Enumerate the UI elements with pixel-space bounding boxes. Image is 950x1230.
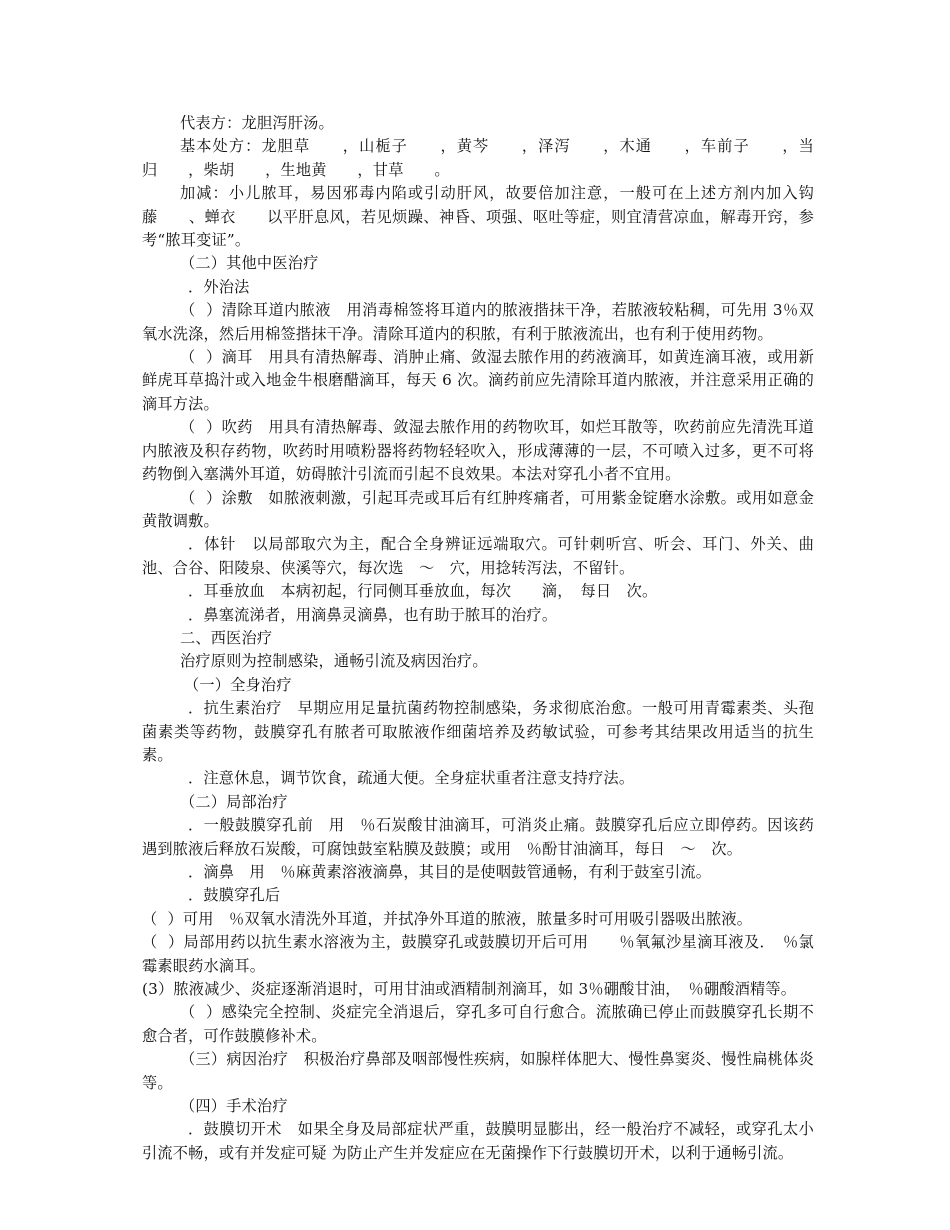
paragraph-ear-drops: （ ）滴耳 用具有清热解毒、消肿止痛、敛湿去脓作用的药液滴耳，如黄连滴耳液，或用新鲜虎耳草捣汁或入地金牛根磨醋滴耳，每天 6 次。滴药前应先清除耳道内脓液，并注意采用正确的滴耳方法。 — [142, 348, 814, 413]
paragraph-nasal-drops: ．鼻塞流涕者，用滴鼻灵滴鼻，也有助于脓耳的治疗。 — [188, 605, 558, 624]
paragraph-myringotomy: ．鼓膜切开术 如果全身及局部症状严重，鼓膜明显膨出，经一般治疗不减轻，或穿孔太小 引流不畅，或有并发症可疑 为防止产生并发症应在无菌操作下行鼓膜切开术，以利于通畅引流。 — [142, 1120, 820, 1162]
basic-prescription: 基本处方：龙胆草 ，山栀子 ，黄芩 ，泽泻 ，木通 ，车前子 ，当归 ，柴胡 ，生地黄 ，甘草 。 — [142, 137, 814, 179]
subsection-external-treatment: ．外治法 — [188, 277, 250, 296]
paragraph-clear-pus: （ ）清除耳道内脓液 用消毒棉签将耳道内的脓液揩抹干净，若脓液较粘稠，可先用 3％双氧水洗涤，然后用棉签揩抹干净。清除耳道内的积脓，有利于脓液流出，也有利于使用药物。 — [142, 301, 814, 343]
document-body — [142, 112, 820, 1165]
paragraph-etiologic-treatment: （三）病因治疗 积极治疗鼻部及咽部慢性疾病，如腺样体肥大、慢性鼻窦炎、慢性扁桃体炎等。 — [142, 1050, 814, 1092]
paragraph-local-antibiotics: （ ）局部用药以抗生素水溶液为主，鼓膜穿孔或鼓膜切开后可用 ％氧氟沙星滴耳液及． ％氯霉素眼药水滴耳。 — [142, 933, 814, 975]
representative-formula: 代表方：龙胆泻肝汤。 — [180, 114, 334, 132]
paragraph-peroxide-cleaning: （ ）可用 ％双氧水清洗外耳道，并拭净外耳道的脓液，脓量多时可用吸引器吸出脓液。 — [142, 909, 753, 928]
paragraph-tympanoplasty: （ ）感染完全控制、炎症完全消退后，穿孔多可自行愈合。流脓确已停止而鼓膜穿孔长期不愈合者，可作鼓膜修补术。 — [142, 1003, 814, 1045]
paragraph-topical-application: （ ）涂敷 如脓液刺激，引起耳壳或耳后有红肿疼痛者，可用紫金锭磨水涂敷。或用如意金黄散调敷。 — [142, 488, 814, 530]
section-heading-other-tcm: （二）其他中医治疗 — [180, 254, 319, 273]
subsection-surgical-treatment: （四）手术治疗 — [180, 1097, 288, 1116]
paragraph-acupuncture: ．体针 以局部取穴为主，配合全身辨证远端取穴。可针刺听宫、听会、耳门、外关、曲池、合谷、阳陵泉、侠溪等穴，每次选 ～ 穴，用捻转泻法，不留针。 — [142, 535, 814, 577]
subsection-local-treatment: （二）局部治疗 — [180, 792, 288, 811]
modification-note: 加减：小儿脓耳，易因邪毒内陷或引动肝风，故要倍加注意，一般可在上述方剂内加入钩藤 、蝉衣 以平肝息风，若见烦躁、神昏、项强、呕吐等症，则宜清营凉血，解毒开窍，参考“脓耳变证”。 — [142, 184, 814, 250]
paragraph-glycerin-drops: (3）脓液减少、炎症逐渐消退时，可用甘油或酒精制剂滴耳，如 3％硼酸甘油， ％硼酸酒精等。 — [142, 980, 797, 999]
paragraph-after-perforation-heading: ．鼓膜穿孔后 — [188, 886, 281, 905]
paragraph-treatment-principle: 治疗原则为控制感染，通畅引流及病因治疗。 — [180, 652, 488, 671]
subsection-systemic-treatment: （一）全身治疗 — [184, 675, 292, 694]
paragraph-rest-diet: ．注意休息，调节饮食，疏通大便。全身症状重者注意支持疗法。 — [188, 769, 635, 788]
paragraph-insufflation: （ ）吹药 用具有清热解毒、敛湿去脓作用的药物吹耳，如烂耳散等，吹药前应先清洗耳道内脓液及积存药物，吹药时用喷粉器将药物轻轻吹入，形成薄薄的一层，不可喷入过多，更不可将药物倒入塞满外耳道，妨碍脓汁引流而引起不良效果。本法对穿孔小者不宜用。 — [142, 418, 814, 484]
paragraph-earlobe-bloodletting: ．耳垂放血 本病初起，行同侧耳垂放血，每次 滴， 每日 次。 — [188, 582, 658, 601]
paragraph-antibiotics: ．抗生素治疗 早期应用足量抗菌药物控制感染，务求彻底治愈。一般可用青霉素类、头孢菌素类等药物，鼓膜穿孔有脓者可取脓液作细菌培养及药敏试验，可参考其结果改用适当的抗生素。 — [142, 699, 814, 764]
paragraph-before-perforation: ．一般鼓膜穿孔前 用 ％石炭酸甘油滴耳，可消炎止痛。鼓膜穿孔后应立即停药。因该药遇到脓液后释放石炭酸，可腐蚀鼓室粘膜及鼓膜；或用 ％酚甘油滴耳，每日 ～ 次。 — [142, 816, 814, 858]
paragraph-nasal-ephedrine: ．滴鼻 用 ％麻黄素溶液滴鼻，其目的是使咽鼓管通畅，有利于鼓室引流。 — [188, 863, 712, 881]
section-heading-western-treatment: 二、西医治疗 — [180, 628, 273, 647]
